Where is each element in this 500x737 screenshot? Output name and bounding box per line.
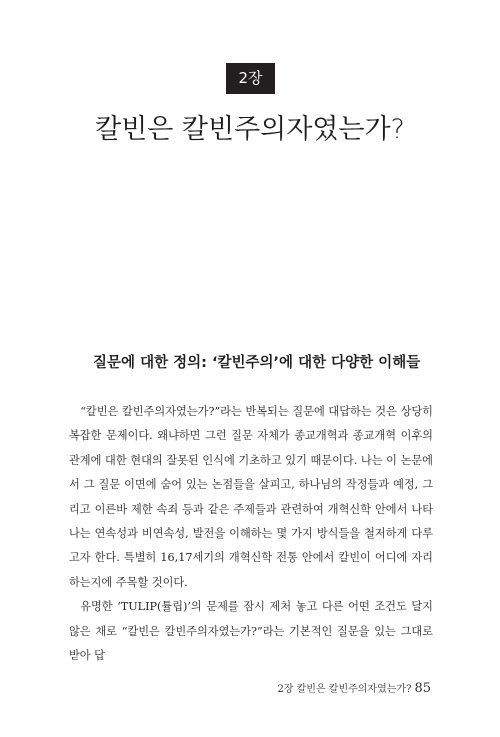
chapter-number-badge: 2장 [226,63,275,94]
paragraph: 유명한 ‘TULIP(튤립)’의 문제를 잠시 제처 놓고 다른 어떤 조건도 달지 않은 채로 “칼빈은 칼빈주의자였는가?”라는 기본적인 질문을 있는 그대로 받아 답 [69,600,433,663]
section-heading: 질문에 대한 정의: ‘칼빈주의’에 대한 다양한 이해들 [93,355,421,371]
page-footer [277,677,431,696]
running-title: 2장 칼빈은 칼빈주의자였는가? [277,684,412,695]
paragraph: “칼빈은 칼빈주의자였는가?”라는 반복되는 질문에 대답하는 것은 상당히 복잡한 문제이다. 왜냐하면 그런 질문 자체가 종교개혁과 종교개혁 이후의 관계에 대한 현대의 잘못된 인식에 기초하고 있기 때문이다. 나는 이 논문에서 그 질문 이면에 숨어 있는 논점들을 살피고, 하나님의 작정들과 예정, 그리고 이른바 제한 속죄 등과 같은 주제들과 관련하여 개혁신학 안에서 나타나는 연속성과 비연속성, 발전을 이해하는 몇 가지 방식들을 철저하게 다루고자 한다. 특별히 16,17세기의 개혁신학 전통 안에서 칼빈이 어디에 자리하는지에 주목할 것이다. [69,405,433,589]
body-text [69,400,433,668]
chapter-title: 칼빈은 칼빈주의자였는가? [95,114,405,145]
page-number: 85 [414,681,431,696]
